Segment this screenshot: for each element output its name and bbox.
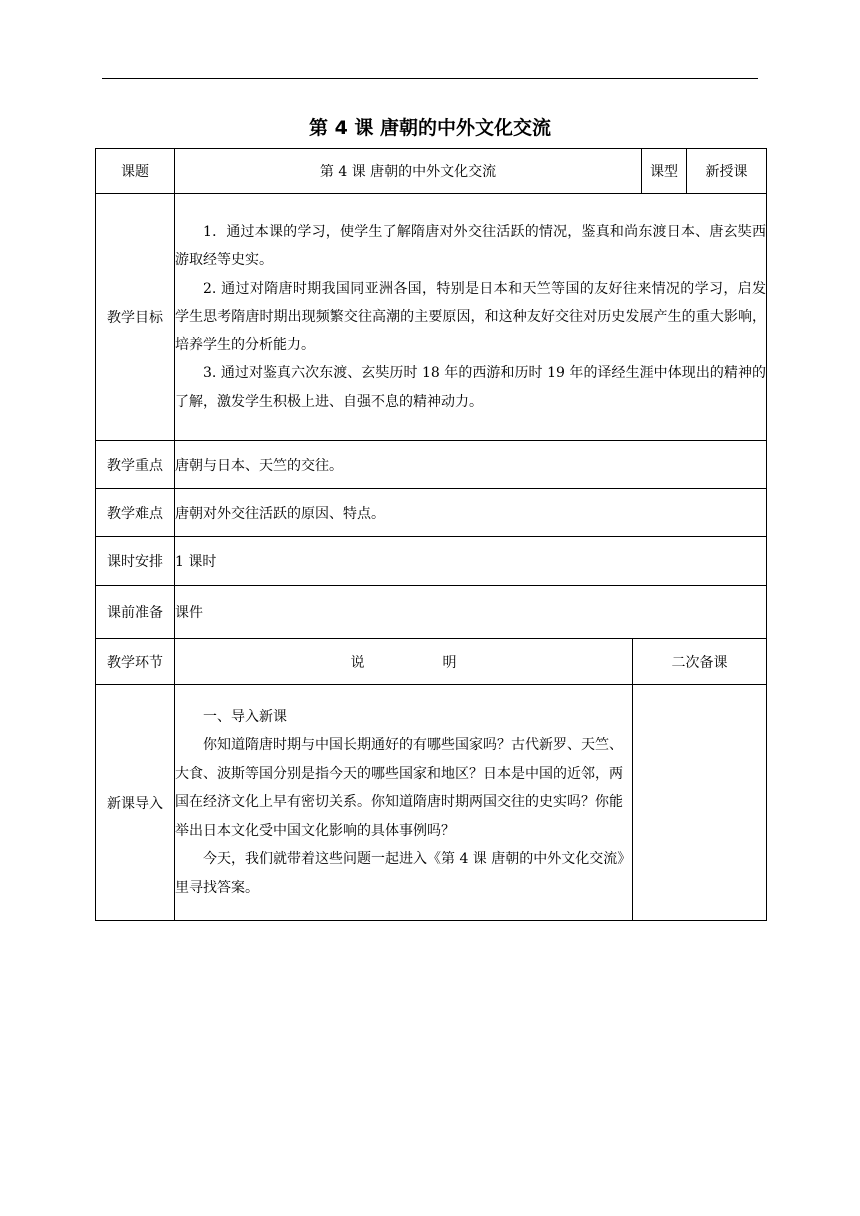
type-label: 课型 (642, 149, 687, 194)
intro-label: 新课导入 (96, 685, 175, 921)
preparation-label: 课前准备 (96, 586, 175, 639)
difficulties-value: 唐朝对外交往活跃的原因、特点。 (175, 489, 767, 537)
topic-label: 课题 (96, 149, 175, 194)
lesson-plan-table (95, 148, 767, 921)
objective-item: 1．通过本课的学习，使学生了解隋唐对外交往活跃的情况，鉴真和尚东渡日本、唐玄奘西游取经等史实。 (175, 223, 767, 269)
hours-value: 1 课时 (175, 537, 767, 586)
document-title: 第 4 课 唐朝的中外文化交流 (308, 117, 552, 139)
key-points-label: 教学重点 (96, 441, 175, 489)
explanation-header-part: 明 (442, 654, 457, 671)
objective-item: 2. 通过对隋唐时期我国同亚洲各国，特别是日本和天竺等国的友好往来情况的学习，启发学生思考隋唐时期出现频繁交往高潮的主要原因，和这种友好交往对历史发展产生的重大影响，培养学生的分析能力。 (175, 280, 767, 354)
section-header-row (96, 639, 767, 685)
preparation-value: 课件 (175, 586, 767, 639)
second-prep-cell (633, 685, 767, 921)
key-points-row (96, 441, 767, 489)
hours-row (96, 537, 767, 586)
difficulties-row (96, 489, 767, 537)
topic-row (96, 149, 767, 194)
section-label: 教学环节 (96, 639, 175, 685)
intro-heading: 一、导入新课 (203, 709, 287, 726)
preparation-row (96, 586, 767, 639)
objectives-cell (175, 194, 767, 441)
objectives-row (96, 194, 767, 441)
type-value: 新授课 (687, 149, 767, 194)
explanation-header-part: 说 (350, 654, 365, 671)
difficulties-label: 教学难点 (96, 489, 175, 537)
intro-content (175, 685, 633, 921)
topic-value: 第 4 课 唐朝的中外文化交流 (175, 149, 642, 194)
key-points-value: 唐朝与日本、天竺的交往。 (175, 441, 767, 489)
intro-paragraph: 今天，我们就带着这些问题一起进入《第 4 课 唐朝的中外文化交流》里寻找答案。 (175, 851, 632, 896)
explanation-header (175, 639, 633, 685)
hours-label: 课时安排 (96, 537, 175, 586)
intro-paragraph: 你知道隋唐时期与中国长期通好的有哪些国家吗？古代新罗、天竺、大食、波斯等国分别是指今天的哪些国家和地区？日本是中国的近邻，两国在经济文化上早有密切关系。你知道隋唐时期两国交往的史实吗？你能举出日本文化受中国文化影响的具体事例吗？ (175, 737, 623, 839)
objectives-label: 教学目标 (96, 194, 175, 441)
objective-item: 3. 通过对鉴真六次东渡、玄奘历时 18 年的西游和历时 19 年的译经生涯中体现出的精神的了解，激发学生积极上进、自强不息的精神动力。 (175, 365, 767, 410)
header-rule (102, 78, 758, 79)
intro-row (96, 685, 767, 921)
second-prep-header: 二次备课 (633, 639, 767, 685)
